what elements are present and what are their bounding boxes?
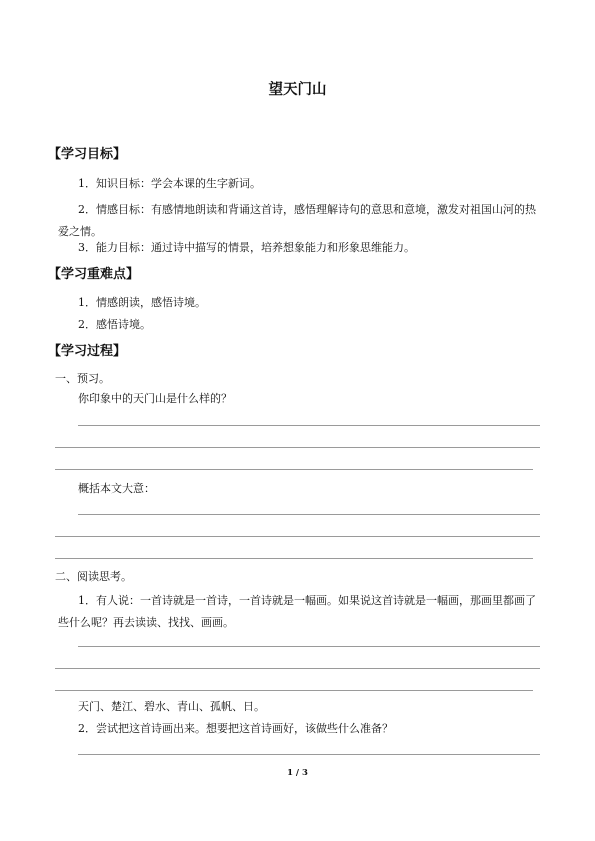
answer-line bbox=[55, 536, 540, 537]
goal-item-3: 3．能力目标：通过诗中描写的情景，培养想象能力和形象思维能力。 bbox=[78, 241, 415, 254]
part1-heading: 一、预习。 bbox=[55, 372, 110, 385]
answer-line bbox=[55, 668, 540, 669]
part1-question-1: 你印象中的天门山是什么样的？ bbox=[78, 392, 232, 405]
goal-item-2: 2．情感目标：有感情地朗读和背诵这首诗，感悟理解诗句的意思和意境，激发对祖国山河的热爱之情。 bbox=[58, 203, 536, 238]
part2-heading: 二、阅读思考。 bbox=[55, 570, 132, 583]
page-title: 望天门山 bbox=[268, 82, 327, 98]
answer-line bbox=[78, 646, 540, 647]
keypoint-item-1: 1．情感朗读，感悟诗境。 bbox=[78, 296, 206, 309]
part2-answer-hint: 天门、楚江、碧水、青山、孤帆、日。 bbox=[78, 700, 265, 713]
part1-question-2: 概括本文大意： bbox=[78, 482, 155, 495]
answer-line bbox=[55, 690, 533, 691]
answer-line bbox=[78, 425, 540, 426]
part2-question-2: 2．尝试把这首诗画出来。想要把这首诗画好，该做些什么准备？ bbox=[78, 722, 393, 735]
answer-line bbox=[78, 514, 540, 515]
goals-heading: 【学习目标】 bbox=[48, 147, 127, 162]
page-number: 1 / 3 bbox=[287, 768, 308, 778]
answer-line bbox=[55, 558, 533, 559]
process-heading: 【学习过程】 bbox=[48, 344, 127, 359]
keypoints-heading: 【学习重难点】 bbox=[48, 267, 140, 282]
goal-item-1: 1．知识目标：学会本课的生字新词。 bbox=[78, 177, 261, 190]
answer-line bbox=[55, 469, 533, 470]
answer-line bbox=[55, 447, 540, 448]
keypoint-item-2: 2．感悟诗境。 bbox=[78, 318, 151, 331]
part2-question-1: 1．有人说：一首诗就是一首诗，一首诗就是一幅画。如果说这首诗就是一幅画，那画里都画了些什么呢？再去读读、找找、画画。 bbox=[58, 594, 536, 629]
answer-line bbox=[78, 754, 540, 755]
